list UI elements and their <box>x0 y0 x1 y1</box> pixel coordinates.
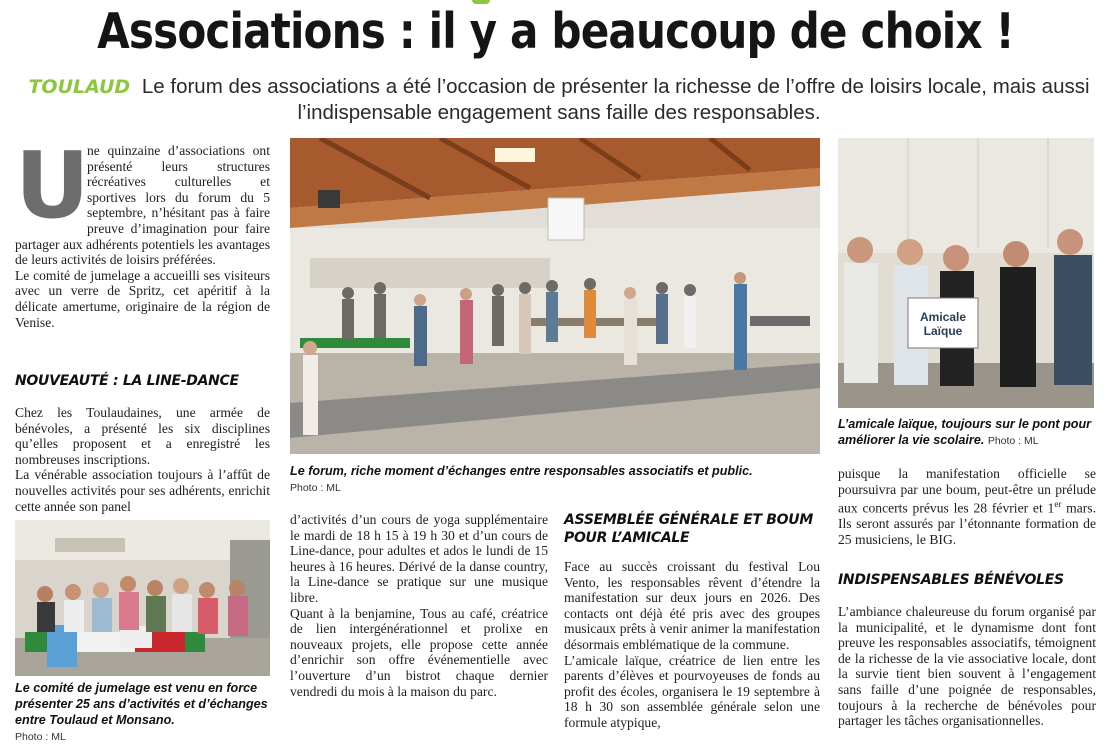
column-1 <box>15 132 270 330</box>
col2-paragraph-2: Quant à la benjamine, Tous au café, créatrice de lien intergénérationnel et prolixe en nouveaux projets, elle propose cette année d’enrichir son offre événementielle avec l’ouverture d’un bistrot chaque dernier vendredi du mois à la maison du parc. <box>290 605 548 699</box>
caption-comite-jumelage: Le comité de jumelage est venu en force présenter 25 ans d’activités et d’échanges entre Toulaud et Monsano. Photo : ML <box>15 681 268 743</box>
caption-forum-hall: Le forum, riche moment d’échanges entre responsables associatifs et public. Photo : ML <box>290 464 753 494</box>
column-1-lower <box>15 405 270 514</box>
col4-paragraph-2: L’ambiance chaleureuse du forum organisé par la municipalité, et le dynamisme dont font preuve les responsables associatifs, témoignent de la richesse de la vie associative locale, dont la survie tient bien souvent à l’engagement sans faille d’une poignée de responsables, toujours à la recherche de bénévoles pour partager les tâches organisationnelles. <box>838 604 1096 729</box>
col4-paragraph-1: puisque la manifestation officielle se poursuivra par une boum, peut-être un prélude aux concerts prévus les 28 février et 1er mars. Ils seront assurés par l’étonnante formation de 25 musiciens, le BIG. <box>838 466 1096 547</box>
col2-paragraph-1: d’activités d’un cours de yoga supplémentaire le mardi de 18 h 15 à 19 h 30 et d’un cours de Line-dance, pour adultes et ados le lundi de 15 heures à 16 heures. Dérivé de la danse country, la Line-dance se pratique sur une musique libre. <box>290 512 548 605</box>
photo-forum-hall <box>290 138 820 454</box>
article-lede <box>18 74 1100 126</box>
caption-amicale-laique: L’amicale laïque, toujours sur le pont pour améliorer la vie scolaire. Photo : ML <box>838 417 1092 447</box>
col1-paragraph-2: Le comité de jumelage a accueilli ses visiteurs avec un verre de Spritz, cet apéritif à la délicate amertume, originaire de la région de Venise. <box>15 267 270 330</box>
col3-paragraph-2: L’amicale laïque, créatrice de lien entre les parents d’élèves et pourvoyeuses de fonds au profit des écoles, organisera le 19 septembre à 18 h 30 son assemblée générale selon une formule atypique, <box>564 652 820 730</box>
column-3 <box>564 559 820 731</box>
photo-credit: Photo : ML <box>987 435 1039 447</box>
photo-credit: Photo : ML <box>290 482 341 494</box>
photo-amicale-laique <box>838 138 1094 408</box>
photo-credit: Photo : ML <box>15 731 66 743</box>
subhead-benevoles: INDISPENSABLES BÉNÉVOLES <box>838 572 1064 588</box>
col1-paragraph-1: ne quinzaine d’associations ont présenté leurs structures récréatives culturelles et sportives lors du forum du 5 septembre, n’hésitant pas à faire preuve d’imagination pour faire partager aux adhérents potentiels les avantages de leurs activités de loisirs préférées. <box>15 143 270 268</box>
col1-paragraph-4: La vénérable association toujours à l’affût de nouvelles activités pour ses adhérents, enrichit cette année son panel <box>15 467 270 514</box>
subhead-line-dance: NOUVEAUTÉ : LA LINE-DANCE <box>15 373 239 389</box>
col3-paragraph-1: Face au succès croissant du festival Lou Vento, les responsables rêvent d’étendre la manifestation sur deux jours en 2026. Des contacts ont déjà été pris avec des groupes musicaux prêts à venir animer la manifestation désormais emblématique de la commune. <box>564 559 820 652</box>
article-headline: Associations : il y a beaucoup de choix ! <box>97 3 1014 60</box>
amicale-laique-sign: Amicale Laïque <box>919 310 967 338</box>
location-tag: TOULAUD <box>28 76 131 98</box>
drop-cap: U <box>15 132 90 239</box>
column-4-lower <box>838 604 1096 729</box>
subhead-assemblee-generale: ASSEMBLÉE GÉNÉRALE ET BOUM POUR L’AMICALE <box>564 512 813 546</box>
col1-paragraph-3: Chez les Toulaudaines, une armée de bénévoles, a présenté les six disciplines qu’elles proposent et a enregistré les nombreuses inscriptions. <box>15 405 270 467</box>
column-4 <box>838 466 1096 548</box>
lede-text: Le forum des associations a été l’occasion de présenter la richesse de l’offre de loisirs locale, mais aussi l’indispensable engagement sans faille des responsables. <box>141 75 1090 124</box>
column-2 <box>290 512 548 699</box>
photo-comite-jumelage <box>15 520 270 676</box>
